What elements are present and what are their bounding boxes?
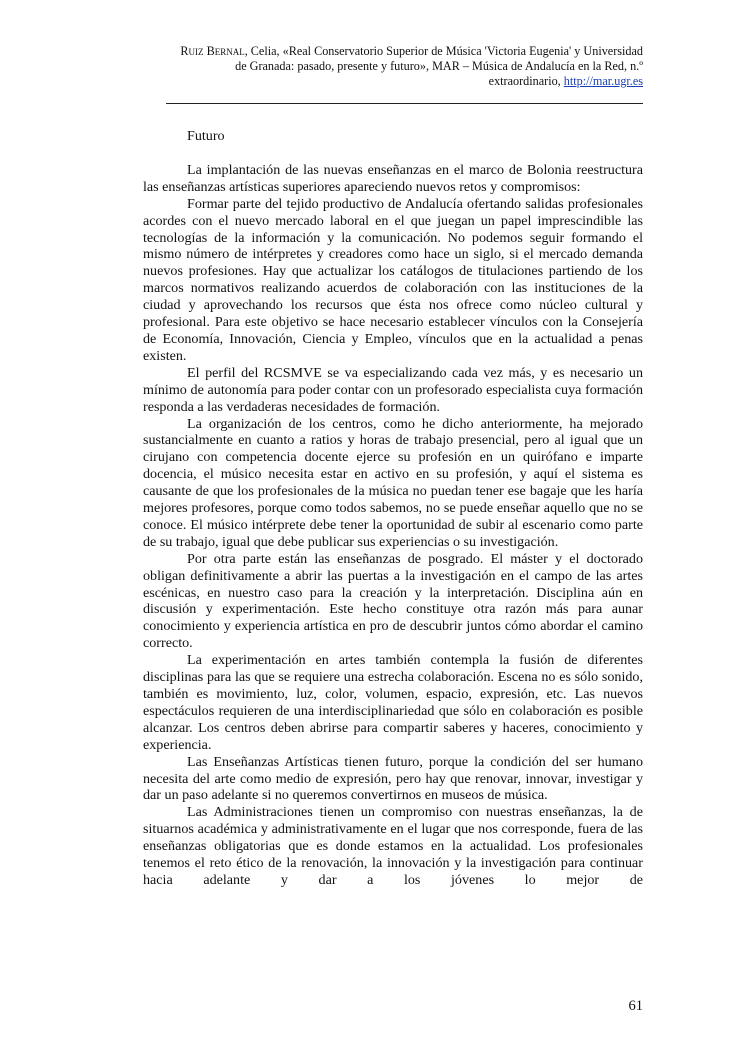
paragraph-7: Las Enseñanzas Artísticas tienen futuro, porque la condición del ser humano necesita del arte como medio de expresión, pero hay que renovar, innovar, investigar y dar un paso adelante si no queremos convertirnos en museos de música. bbox=[143, 753, 643, 804]
header-citation-line-1 bbox=[140, 44, 643, 59]
section-title: Futuro bbox=[187, 128, 225, 144]
paragraph-4: La organización de los centros, como he dicho anteriormente, ha mejorado sustancialmente en cuanto a ratios y horas de trabajo presencial, pero al igual que un cirujano con competencia docente ejerce su profesión en un quirófano e imparte docencia, el músico necesita estar en activo en su profesión, y aquí el sistema es causante de que los profesionales de la música no puedan tener ese bagaje que les haría mejores profesores, porque como todos sabemos, no se puede enseñar aquello que no se conoce. El músico intérprete debe tener la oportunidad de subir al escenario como parte de su trabajo, igual que debe publicar sus experiencias o su investigación. bbox=[143, 415, 643, 550]
page-number: 61 bbox=[628, 998, 643, 1014]
running-header bbox=[140, 44, 643, 89]
header-rule bbox=[166, 103, 643, 104]
header-author: Ruiz Bernal bbox=[180, 44, 245, 58]
paragraph-6: La experimentación en artes también contempla la fusión de diferentes disciplinas para las que se requiere una estrecha colaboración. Escena no es sólo sonido, también es movimiento, luz, color, volumen, espacio, expresión, etc. Las nuevos espectáculos requieren de una interdisciplinariedad que sólo en colaboración es posible alcanzar. Los centros deben abrirse para compartir saberes y haceres, conocimiento y experiencia. bbox=[143, 652, 643, 753]
header-citation-text-3: extraordinario, bbox=[488, 74, 564, 88]
page-content bbox=[143, 128, 643, 889]
paragraph-8: Las Administraciones tienen un compromiso con nuestras enseñanzas, la de situarnos académica y administrativamente en el lugar que nos corresponde, fuera de las enseñanzas obligatorias que es donde estamos en la actualidad. Los profesionales tenemos el reto ético de la renovación, la innovación y la investigación para continuar hacia adelante y dar a los jóvenes lo mejor de bbox=[143, 804, 643, 888]
paragraph-3: El perfil del RCSMVE se va especializando cada vez más, y es necesario un mínimo de autonomía para poder contar con un profesorado especialista cuya formación responda a las verdaderas necesidades de formación. bbox=[143, 364, 643, 415]
journal-link[interactable]: http://mar.ugr.es bbox=[563, 74, 643, 88]
header-citation-text-1: , Celia, «Real Conservatorio Superior de Música 'Victoria Eugenia' y Universidad bbox=[244, 44, 643, 58]
paragraph-1: La implantación de las nuevas enseñanzas en el marco de Bolonia reestructura las enseñanzas artísticas superiores apareciendo nuevos retos y compromisos: bbox=[143, 161, 643, 195]
paragraph-2: Formar parte del tejido productivo de Andalucía ofertando salidas profesionales acordes con el nuevo mercado laboral en el que juegan un papel imprescindible las tecnologías de la información y la comunicación. No podemos seguir formando el mismo número de intérpretes y creadores como hace un siglo, si el mercado demanda nuevos profesiones. Hay que actualizar los catálogos de titulaciones partiendo de los marcos normativos realizando acuerdos de colaboración con las instituciones de la ciudad y aprovechando los recursos que ésta nos ofrece como núcleo cultural y profesional. Para este objetivo se hace necesario establecer vínculos con la Consejería de Economía, Innovación, Ciencia y Empleo, vínculos que en la actualidad a penas existen. bbox=[143, 195, 643, 364]
header-citation-line-3 bbox=[140, 74, 643, 89]
header-citation-line-2: de Granada: pasado, presente y futuro», MAR – Música de Andalucía en la Red, n.º bbox=[235, 59, 643, 73]
paragraph-5: Por otra parte están las enseñanzas de posgrado. El máster y el doctorado obligan definitivamente a abrir las puertas a la investigación en el campo de las artes escénicas, en nuestro caso para la creación y la interpretación. Disciplina aún en discusión y experimentación. Este hecho constituye otra razón más para aunar conocimiento y experiencia artística en pro de descubrir juntos cómo abordar el camino correcto. bbox=[143, 550, 643, 652]
